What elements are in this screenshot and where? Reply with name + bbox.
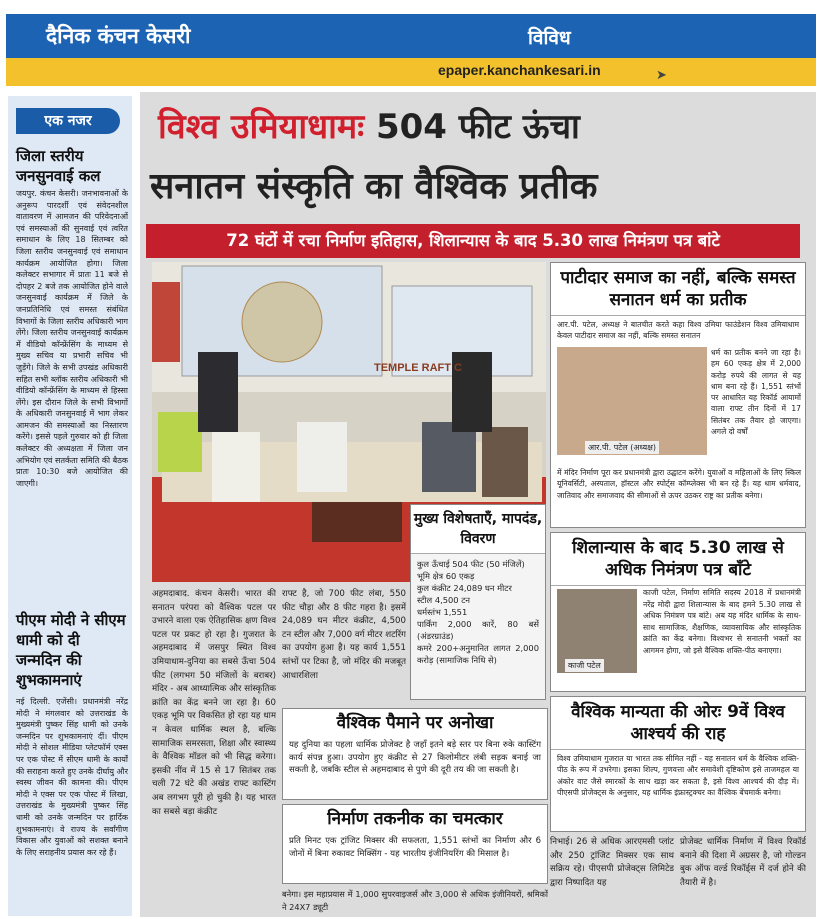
patidar-heading: पाटीदार समाज का नहीं, बल्कि समस्त सनातन धर्म का प्रतीक xyxy=(551,263,805,316)
kaji-photo xyxy=(557,589,637,673)
specs-list xyxy=(411,554,545,670)
spec-item: भूमि क्षेत्र 60 एकड़ xyxy=(417,571,475,581)
patidar-lead: आर.पी. पटेल, अध्यक्ष ने बातचीत करते कहा विश्व उमिया फाउंडेशन विश्व उमियाधाम केवल पाटीदार समाज का नहीं, बल्कि समस्त सनातन xyxy=(557,320,799,340)
story2-title: पीएम मोदी ने सीएम धामी को दी जन्मदिन की शुभकामनाएं xyxy=(16,611,126,689)
photo-sign: TEMPLE RAFT C xyxy=(374,362,462,374)
section-label: विविध xyxy=(528,27,571,49)
global-scale-box xyxy=(282,708,548,800)
subheadline: 72 घंटों में रचा निर्माण इतिहास, शिलान्यास के बाद 5.30 लाख निमंत्रण पत्र बांटे xyxy=(146,224,800,258)
cursor-icon: ➤ xyxy=(656,68,667,83)
invitation-heading: शिलान्यास के बाद 5.30 लाख से अधिक निमंत्रण पत्र बाँटे xyxy=(551,533,805,586)
spec-item: धर्मस्तंभ 1,551 xyxy=(417,607,468,617)
technique-box xyxy=(282,804,548,884)
spec-item: पार्किंग 2,000 कारें, 80 बसें (अंडरग्राउंड) xyxy=(417,619,539,641)
epaper-url-link[interactable]: epaper.kanchankesari.in xyxy=(438,62,601,78)
wonder-heading: वैश्विक मान्यता की ओरः 9वें विश्व आश्चर्य की राह xyxy=(551,697,805,750)
specs-box xyxy=(410,504,546,700)
article-column-1: अहमदाबाद. कंचन केसरी। भारत की सनातन परंपरा को वैश्विक पटल पर उभारने वाला एक ऐतिहासिक क्षण विश्व पटल पर प्रकट हो रहा है। गुजरात के अहमदाबाद में जसपुर स्थित विश्व उमियाधाम-दुनिया का सबसे ऊँचा 504 फीट (लगभग 50 मंजिलों के बराबर) मंदिर - अब आध्यात्मिक और सांस्कृतिक क्रांति का केंद्र बनने जा रहा है। 60 एकड़ भूमि पर विकसित हो रहा यह धाम न केवल धार्मिक स्थल है, बल्कि सामाजिक समरसता, शिक्षा और स्वास्थ्य के वैश्विक मॉडल को भी सिद्ध करेगा। इसकी नींव में 15 से 17 सितंबर तक चली 72 घंटे की अखंड राफ्ट कास्टिंग अब लगभग पूरी हो चुकी है। यह भारत का सबसे बड़ा कंक्रीट xyxy=(152,589,276,817)
invitation-box xyxy=(550,532,806,692)
headline-line2: सनातन संस्कृति का वैश्विक प्रतीक xyxy=(150,166,598,207)
patidar-side-text: धर्म का प्रतीक बनने जा रहा है। हम 60 एकड़ क्षेत्र में 2,000 करोड़ रुपये की लागत से यह धाम बना रहे हैं। 1,551 स्तंभों पर आधारित यह रिकॉर्ड आयामों वाला राफ्ट तीन दिनों में 17 सितंबर तक तैयार हो जाएगा। अगले दो वर्षों xyxy=(711,348,801,437)
headline-red: विश्व उमियाधामः xyxy=(158,107,365,147)
spec-item: स्टील 4,500 टन xyxy=(417,595,470,605)
wonder-text: विश्व उमियाधाम गुजरात या भारत तक सीमित नहीं - यह सनातन धर्म के वैश्विक शक्ति-पीठ के रूप में उभरेगा। इसका शिल्प, गुणवत्ता और समावेशी दृष्टिकोण इसे ताजमहल या अंकोर वाट जैसे स्मारकों के साथ खड़ा कर सकता है, इसे विश्व आश्चर्य की दौड़ में। पीएसपी प्रोजेक्ट्स के अनुसार, यह धार्मिक इंफ्रास्ट्रक्चर का वैश्विक बेंचमार्क बनेगा। xyxy=(557,754,799,797)
article-column-2: राफ्ट है, जो 700 फीट लंबा, 550 फीट चौड़ा और 8 फीट गहरा है। इसमें 24,089 घन मीटर कंक्रीट, 4,500 टन स्टील और 7,000 वर्ग मीटर शटरिंग का उपयोग हुआ है। यह कार्य 1,551 स्तंभों पर टिका है, जो मंदिर की मजबूत आधारशिला xyxy=(282,589,406,681)
story1-title: जिला स्तरीय जनसुनवाई कल xyxy=(16,147,101,185)
main-article xyxy=(140,92,816,917)
technique-text: प्रति मिनट एक ट्रांजिट मिक्सर की सफलता, 1,551 स्तंभों का निर्माण और 6 जोनों में बिना रुकावट मिक्सिंग - यह भारतीय इंजीनियरिंग की मिसाल है। xyxy=(289,836,541,859)
url-bar xyxy=(6,58,816,86)
global-scale-heading: वैश्विक पैमाने पर अनोखा xyxy=(336,713,494,733)
spec-item: कुल कंक्रीट 24,089 घन मीटर xyxy=(417,583,512,593)
global-scale-text: यह दुनिया का पहला धार्मिक प्रोजेक्ट है जहाँ इतने बड़े स्तर पर बिना रुके कास्टिंग कार्य संपन्न हुआ। उपयोग हुए कंक्रीट से 27 किलोमीटर लंबी सड़क बनाई जा सकती है, जबकि स्टील से अहमदाबाद से पुणे की दूरी तय की जा सकती है। xyxy=(289,740,541,775)
bottom-column-3: प्रोजेक्ट धार्मिक निर्माण में विश्व रिकॉर्ड बनाने की दिशा में अग्रसर है, जो गोल्डन बुक ऑफ वर्ल्ड रिकॉर्ड्स में दर्ज होने की तैयारी में है। xyxy=(680,837,806,888)
headline-line1 xyxy=(158,102,580,148)
sidebar-tab: एक नजर xyxy=(16,108,120,134)
patidar-photo xyxy=(557,347,707,455)
kaji-caption: काजी पटेल xyxy=(565,659,604,672)
technique-heading: निर्माण तकनीक का चमत्कार xyxy=(327,809,503,829)
spec-item: कमरे 200+अनुमानित लागत 2,000 करोड़ (सामाजिक निधि से) xyxy=(417,643,539,665)
patidar-caption: आर.पी. पटेल (अध्यक्ष) xyxy=(585,441,659,454)
sidebar xyxy=(8,96,132,916)
wonder-box xyxy=(550,696,806,832)
page-header xyxy=(6,14,816,58)
invitation-text: काजी पटेल, निर्माण समिति सदस्य 2018 में प्रधानमंत्री नरेंद्र मोदी द्वारा शिलान्यास के बाद हमने 5.30 लाख से अधिक निमंत्रण पत्र बांटे। अब यह मंदिर धार्मिक के साथ-साथ सामाजिक, शैक्षणिक, व्यावसायिक और सांस्कृतिक क्रांति का केंद्र बनेगा। विश्वभर से सनातनी भक्तों का आगमन होगा, जो इसे वैश्विक शक्ति-पीठ बनाएगा। xyxy=(643,588,801,655)
bottom-column-2: निभाई। 26 से अधिक आरएमसी प्लांट और 250 ट्रांजिट मिक्सर एक साथ सक्रिय रहे। पीएसपी प्रोजेक्ट्स लिमिटेड द्वारा निष्पादित यह xyxy=(550,837,674,888)
story2-text: नई दिल्ली. एजेंसी। प्रधानमंत्री नरेंद्र मोदी ने मंगलवार को उत्तराखंड के मुख्यमंत्री पुष्कर सिंह धामी को उनके जन्मदिन पर शुभकामनाएं दीं। पीएम मोदी ने सोशल मीडिया प्लेटफॉर्म एक्स पर एक पोस्ट में सीएम धामी के कार्यों की सराहना करते हुए उनके दीर्घायु और स्वस्थ जीवन की कामना की। पीएम मोदी ने एक्स पर एक पोस्ट में लिखा, उत्तराखंड के मुख्यमंत्री पुष्कर सिंह धामी को उनके जन्मदिन पर हार्दिक शुभकामनाएं। वे राज्य के सर्वांगीण विकास और युवाओं को सशक्त बनाने के लिए सराहनीय प्रयास कर रहे हैं। xyxy=(16,697,128,857)
specs-heading: मुख्य विशेषताएँ, मापदंड, विवरण xyxy=(411,505,545,554)
spec-item: कुल ऊँचाई 504 फीट (50 मंजिलें) xyxy=(417,559,525,569)
headline-rest: 504 फीट ऊंचा xyxy=(375,107,580,147)
bottom-column-1: बनेगा। इस महाप्रयास में 1,000 सुपरवाइजर्स और 3,000 से अधिक इंजीनियरों, श्रमिकों ने 24X7 ड्यूटी xyxy=(282,889,548,912)
story1-text: जयपुर. कंचन केसरी। जनभावनाओं के अनुरूप पारदर्शी एवं संवेदनशील वातावरण में आमजन की परिवेदनाओं एवं समस्याओं की सुनवाई एवं त्वरित समाधान के लिए 18 सितम्बर को जिला स्तरीय जनसुनवाई एवं समाधान कार्यक्रम आयोजित होगा। जिला कलेक्टर सभागार में प्रातः 11 बजे से दोपहर 2 बजे तक आयोजित होने वाले जनसुनवाई कार्यक्रम में जिले के जनप्रतिनिधि एवं समस्त संबंधित विभागों के जिला स्तरीय अधिकारी भाग लेंगे। जिला स्तरीय जनसुनवाई कार्यक्रम में वीडियो कॉन्फ्रेंसिंग के माध्यम से मुख्य सचिव या प्रभारी सचिव भी जुड़ेंगे। जिले के सभी उपखंड अधिकारी सहित सभी ब्लॉक स्तरीय अधिकारी भी वीडियो कॉन्फ्रेंसिंग के माध्यम से हिस्सा लेंगे। इस दौरान जिले के सभी विभागों के अधिकारी जनसुनवाई में भाग लेकर आमजन की समस्याओं का निस्तारण करेंगे। इससे पहले गुरुवार को ही जिला कलेक्टर की अध्यक्षता में जिला जन अभियोग एवं सतर्कता समिति की बैठक प्रातः 10:30 बजे आयोजित की जाएगी। xyxy=(16,189,128,488)
patidar-rest-text: में मंदिर निर्माण पूरा कर प्रधानमंत्री द्वारा उद्घाटन करेंगे। युवाओं व महिलाओं के लिए स्किल यूनिवर्सिटी, अस्पताल, हॉस्टल और स्पोर्ट्स कॉम्प्लेक्स भी बन रहे हैं। यह धाम धर्मवाद, जातिवाद और समाजवाद की सीमाओं से ऊपर उठकर राष्ट्र का प्रतीक बनेगा। xyxy=(557,468,801,500)
patidar-box xyxy=(550,262,806,528)
newspaper-brand: दैनिक कंचन केसरी xyxy=(46,24,191,48)
